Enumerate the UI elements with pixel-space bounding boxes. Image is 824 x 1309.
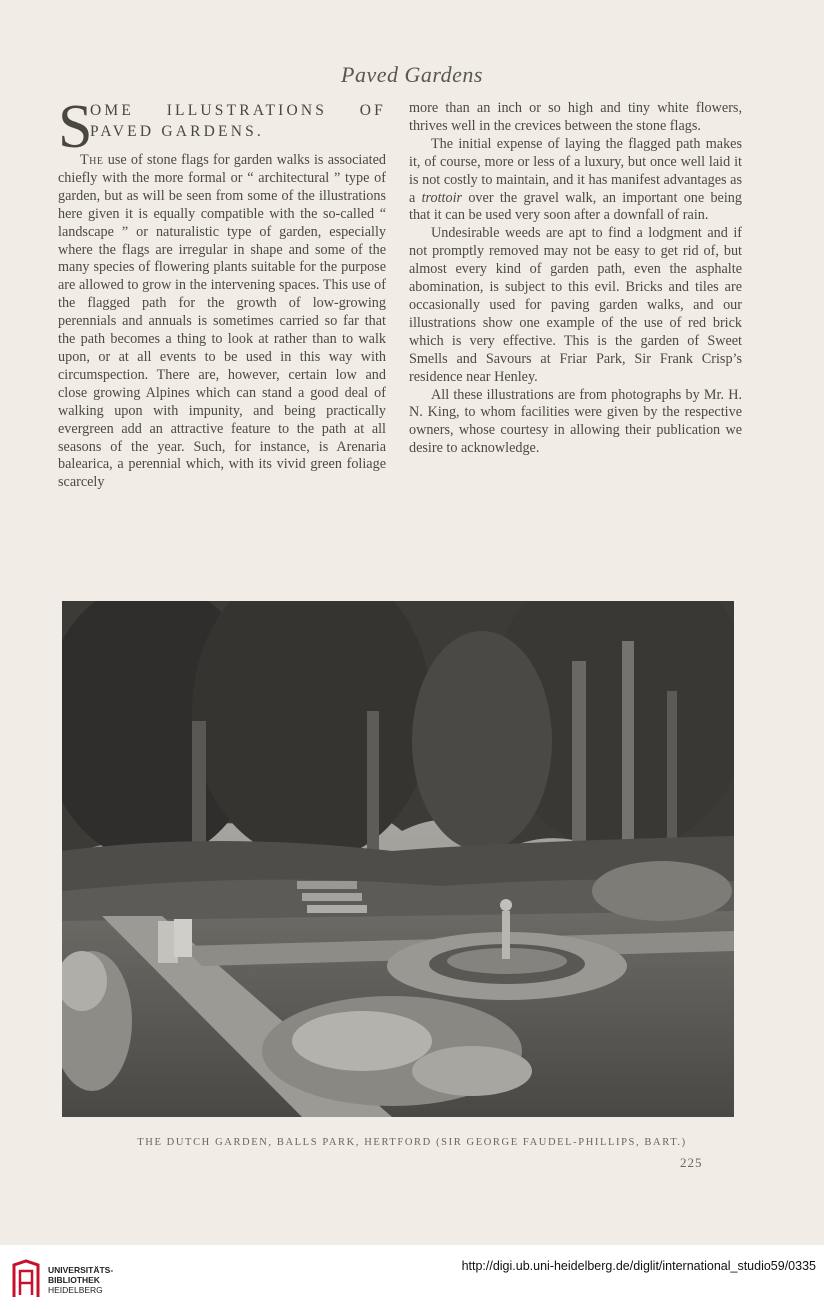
library-name: UNIVERSITÄTS- BIBLIOTHEK HEIDELBERG <box>48 1265 114 1295</box>
paragraph-1-continued: more than an inch or so high and tiny white flowers, thrives well in the crevices between the stone flags. <box>409 100 742 134</box>
photo-caption: THE DUTCH GARDEN, BALLS PARK, HERTFORD (SIR GEORGE FAUDEL-PHILLIPS, BART.) <box>137 1137 687 1148</box>
garden-photograph <box>62 601 734 1117</box>
digitization-footer <box>0 1245 824 1309</box>
article-column-left <box>58 93 386 492</box>
trottoir-italic: trottoir <box>421 189 463 206</box>
paragraph-1-text: use of stone flags for garden walks is associated chiefly with the more formal or “ architectural ” type of garden, but as will be seen from some of the illustrations here given it is equally compatible with the so-called “ landscape ” or naturalistic type of garden, especially where the flags are irregular in shape and some of the many species of flowering plants suitable for the purpose are allowed to grow in the intervening spaces. This use of the flagged path for the growth of low-growing perennials and annuals is sometimes carried so far that the path becomes a thing to look at rather than to walk upon, or at all events to be used in this way with circumspection. There are, however, certain low and close growing Alpines which can stand a good deal of walking upon with impunity, and being practically evergreen add an attractive feature to the path at all seasons of the year. Such, for instance, is Arenaria balearica, a perennial which, with its vivid green foliage scarcely <box>58 152 386 491</box>
garden-photograph-drawing <box>62 601 734 1117</box>
page-number: 225 <box>680 1155 703 1170</box>
drop-cap: S <box>58 93 93 161</box>
paragraph-1-lead: The <box>80 152 104 168</box>
paragraph-2: The initial expense of laying the flagged path makes it, of course, more or less of a luxury, but once well laid it is not costly to maintain, and it has manifest advantages as a trottoir over the gravel walk, an important one being that it can be used very soon after a downfall of rain. <box>409 135 742 224</box>
running-head: Paved Gardens <box>341 62 483 87</box>
university-library-logo-icon <box>10 1259 42 1299</box>
paragraph-1 <box>58 152 386 492</box>
heading-line-2: PAVED GARDENS. <box>90 123 264 140</box>
permalink-url[interactable]: http://digi.ub.uni-heidelberg.de/diglit/international_studio59/0335 <box>461 1259 816 1273</box>
paragraph-4: All these illustrations are from photographs by Mr. H. N. King, to whom facilities were given by the respective owners, whose courtesy in allowing their publication we desire to acknowledge. <box>409 386 742 457</box>
article-column-right <box>409 100 742 458</box>
heading-line-1: OME ILLUSTRATIONS OF <box>90 102 386 119</box>
paragraph-3: Undesirable weeds are apt to find a lodgment and if not promptly removed may not be easy to get rid of, but almost every kind of garden path, even the asphalte abomination, is subject to this evil. Bricks and tiles are occasionally used for paving garden walks, and our illustrations show one example of the use of red brick which is very effective. This is the garden of Sweet Smells and Savours at Friar Park, Sir Frank Crisp’s residence near Henley. <box>409 225 742 385</box>
